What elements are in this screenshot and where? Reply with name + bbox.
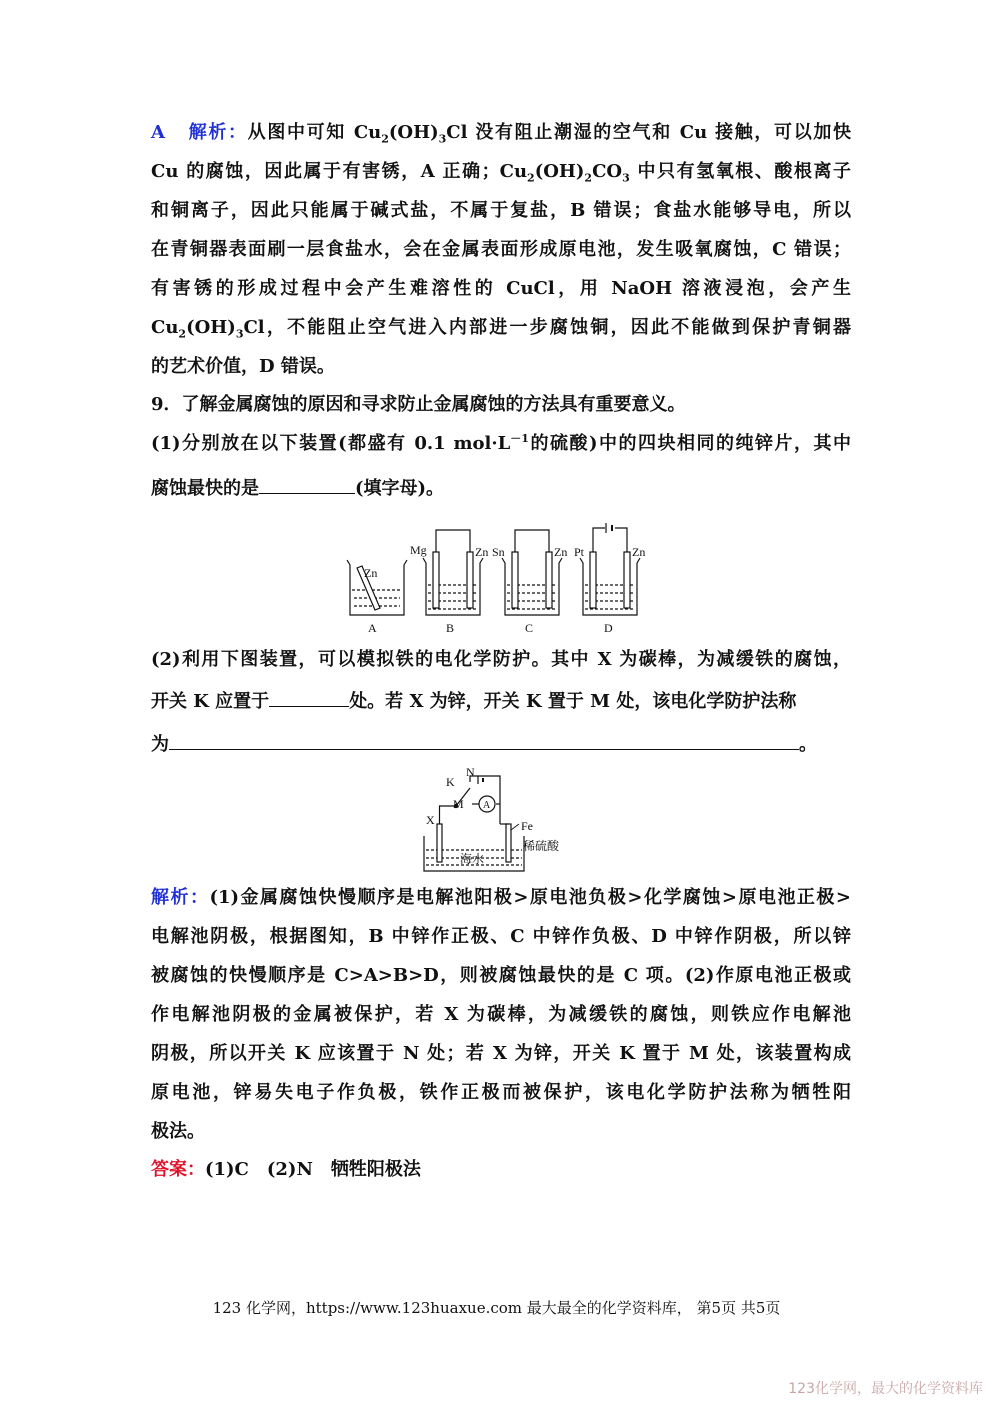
electrochemical-protection-figure <box>420 764 580 876</box>
label-fe: Fe <box>521 819 533 833</box>
q9-part1-line-1 <box>151 431 851 457</box>
text: Cu 的腐蚀，因此属于有害锈，A 正确；Cu <box>151 161 528 182</box>
text: Cu <box>151 317 179 338</box>
answer-blank[interactable] <box>269 686 349 707</box>
answer-label: 答案： <box>151 1159 205 1180</box>
label-ammeter: A <box>483 800 491 811</box>
q9-part2-line-1: (2)利用下图装置，可以模拟铁的电化学防护。其中 X 为碳棒，为减缓铁的腐蚀， <box>151 649 851 670</box>
beaker-b <box>423 530 483 615</box>
q9-part1-line-2 <box>151 473 851 502</box>
caption-d: D <box>604 621 613 635</box>
analysis-label: 解析： <box>188 122 248 143</box>
label-zn-d: Zn <box>632 545 646 559</box>
electrode-x <box>437 824 442 862</box>
electrode-fe <box>506 824 511 862</box>
label-seawater: 海水 <box>460 852 485 866</box>
label-n: N <box>466 765 475 779</box>
text: 开关 K 应置于 <box>151 691 270 712</box>
beaker-d <box>580 523 640 615</box>
analysis-label: 解析： <box>151 887 210 908</box>
superscript: －1 <box>510 432 529 445</box>
label-pt: Pt <box>574 545 585 559</box>
text: (OH) <box>186 317 236 338</box>
beaker-c <box>502 530 562 615</box>
watermark: 123化学网，最大的化学资料库 <box>788 1381 983 1397</box>
analysis8-line-1 <box>151 120 851 146</box>
text: (1)分别放在以下装置(都盛有 0.1 mol·L <box>151 433 511 454</box>
analysis9-line-6: 原电池，锌易失电子作负极，铁作正极而被保护，该电化学防护法称为牺牲阳 <box>151 1082 851 1103</box>
caption-c: C <box>525 621 534 635</box>
text: 中只有氢氧根、酸根离子 <box>629 161 851 182</box>
caption-a: A <box>368 621 377 635</box>
label-sn: Sn <box>492 545 505 559</box>
label-zn-b: Zn <box>475 545 489 559</box>
q9-stem: 9．了解金属腐蚀的原因和寻求防止金属腐蚀的方法具有重要意义。 <box>151 394 686 415</box>
subscript: 2 <box>584 171 593 185</box>
analysis9-line-2: 电解池阴极，根据图知，B 中锌作正极、C 中锌作负极、D 中锌作阴极，所以锌 <box>151 926 851 947</box>
answer-blank[interactable] <box>259 473 355 494</box>
q9-part2-line-2 <box>151 686 851 715</box>
label-zn-a: Zn <box>364 566 378 580</box>
analysis9-line-7: 极法。 <box>151 1121 205 1142</box>
text: 处。若 X 为锌，开关 K 置于 M 处，该电化学防护法称 <box>349 691 797 712</box>
label-dilute-acid: 稀硫酸 <box>523 839 560 853</box>
answer-blank[interactable] <box>169 729 799 750</box>
analysis9-line-5: 阴极，所以开关 K 应该置于 N 处；若 X 为锌，开关 K 置于 M 处，该装置构成 <box>151 1043 851 1064</box>
subscript: 2 <box>527 171 535 185</box>
q9-part2-line-3 <box>151 729 851 758</box>
analysis8-line-6 <box>151 315 851 341</box>
text: CO <box>592 161 623 182</box>
analysis9-line-4: 作电解池阴极的金属被保护，若 X 为碳棒，为减缓铁的腐蚀，则铁应作电解池 <box>151 1004 851 1025</box>
text: 的硫酸)中的四块相同的纯锌片，其中 <box>528 433 852 454</box>
subscript: 3 <box>438 132 447 146</box>
analysis8-line-7: 的艺术价值，D 错误。 <box>151 356 335 377</box>
text: (填字母)。 <box>355 478 445 499</box>
page-footer: 123 化学网，https://www.123huaxue.com 最大最全的化学资料库， 第5页 共5页 <box>212 1299 781 1317</box>
answer-line <box>151 1157 851 1183</box>
text: 为 <box>151 734 169 755</box>
subscript: 3 <box>622 171 630 185</box>
subscript: 2 <box>381 132 389 146</box>
label-k: K <box>446 775 455 789</box>
label-m: M <box>453 797 464 811</box>
analysis8-line-3: 和铜离子，因此只能属于碱式盐，不属于复盐，B 错误；食盐水能够导电，所以 <box>151 200 851 221</box>
text: 从图中可知 Cu <box>247 122 382 143</box>
text: 。 <box>799 734 817 755</box>
subscript: 2 <box>178 327 187 341</box>
analysis8-line-4: 在青铜器表面刷一层食盐水，会在金属表面形成原电池，发生吸氧腐蚀，C 错误； <box>151 239 851 260</box>
text: (OH) <box>388 122 439 143</box>
analysis9-line-3: 被腐蚀的快慢顺序是 C>A>B>D，则被腐蚀最快的是 C 项。(2)作原电池正极或 <box>151 965 851 986</box>
analysis9-line-1 <box>151 885 851 911</box>
answer-letter: A <box>151 122 165 143</box>
caption-b: B <box>446 621 455 635</box>
analysis8-line-5: 有害锈的形成过程中会产生难溶性的 CuCl，用 NaOH 溶液浸泡，会产生 <box>151 278 851 299</box>
corrosion-apparatus-figure <box>335 522 655 640</box>
text: Cl，不能阻止空气进入内部进一步腐蚀铜，因此不能做到保护青铜器 <box>243 317 851 338</box>
label-x: X <box>426 813 435 827</box>
text: 腐蚀最快的是 <box>151 478 259 499</box>
label-zn-c: Zn <box>554 545 568 559</box>
text: (OH) <box>534 161 585 182</box>
answer-text: (1)C (2)N 牺牲阳极法 <box>205 1159 421 1180</box>
text: (1)金属腐蚀快慢顺序是电解池阳极>原电池负极>化学腐蚀>原电池正极> <box>209 887 851 908</box>
analysis8-line-2 <box>151 159 851 185</box>
subscript: 3 <box>235 327 244 341</box>
text: Cl 没有阻止潮湿的空气和 Cu 接触，可以加快 <box>446 122 851 143</box>
label-mg: Mg <box>410 543 427 557</box>
